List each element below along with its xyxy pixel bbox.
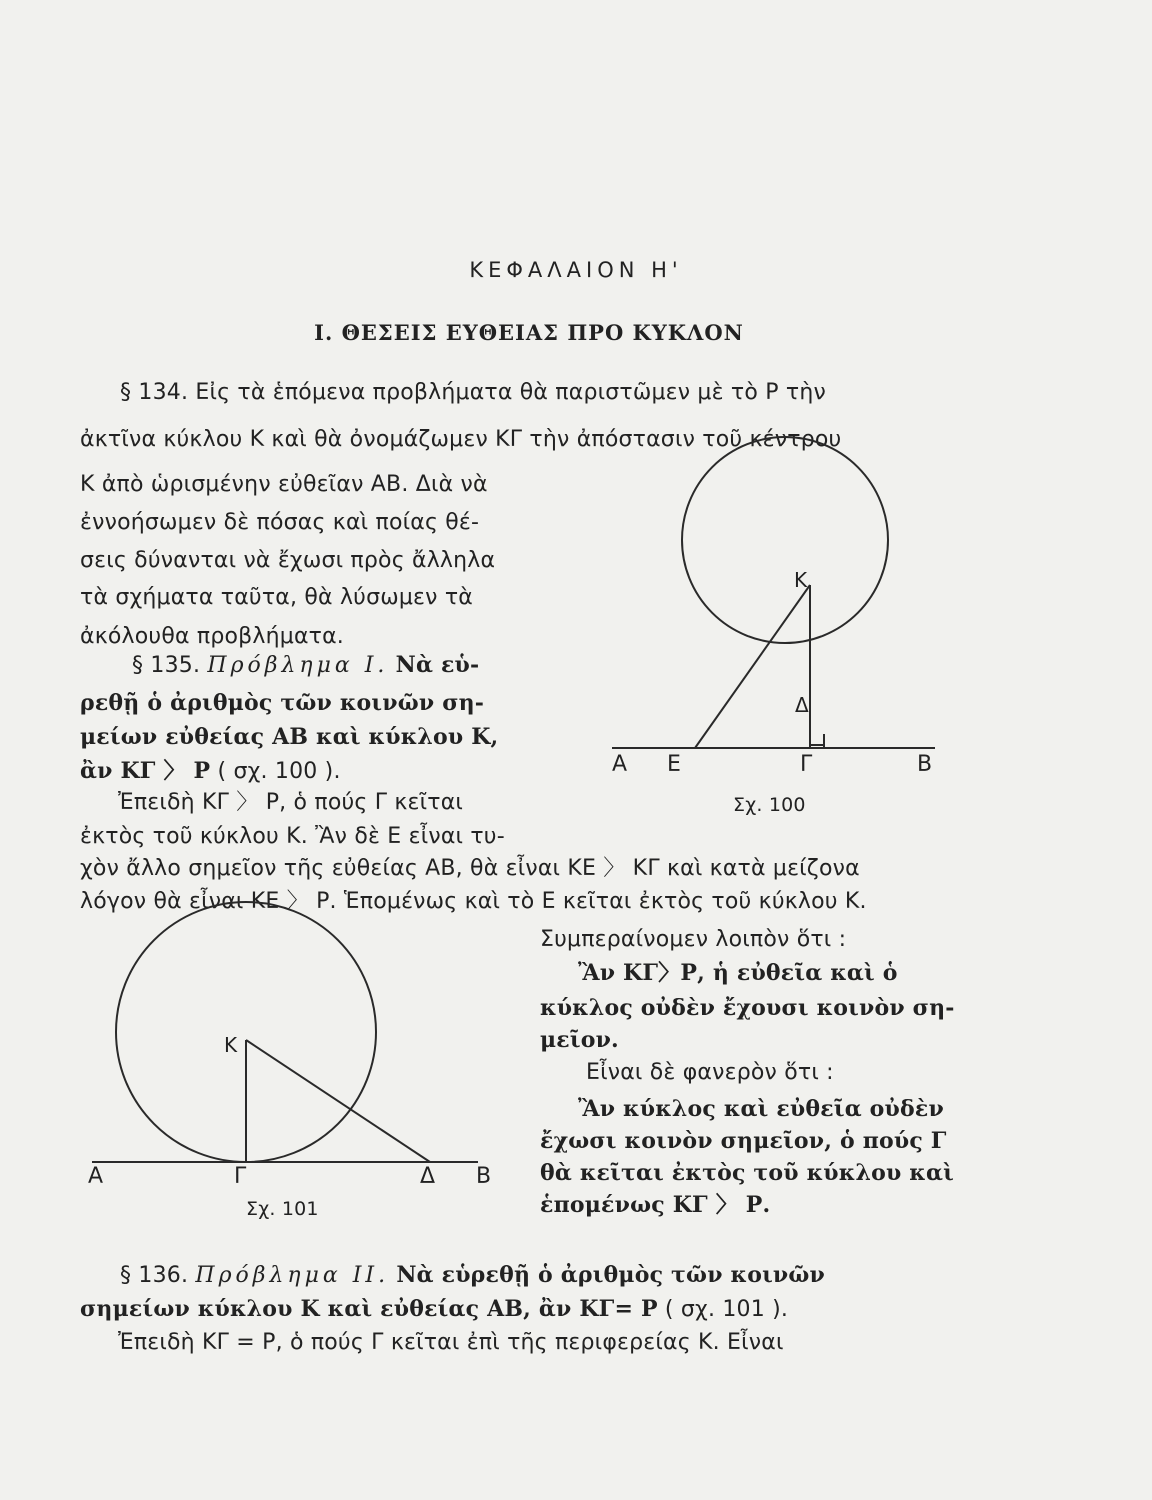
conclusion1-line-1: Ἂν ΚΓ〉Ρ, ἡ εὐθεῖα καὶ ὁ xyxy=(578,960,898,986)
p134-line-7: ἀκόλουθα προβλήματα. xyxy=(80,624,345,649)
p135-line-3: μείων εὐθείας ΑΒ καὶ κύκλου Κ, xyxy=(80,724,499,750)
proof135-line-2: ἐκτὸς τοῦ κύκλου Κ. Ἂν δὲ Ε εἶναι τυ- xyxy=(80,824,505,849)
fig100-caption: Σχ. 100 xyxy=(733,794,806,816)
proof135-line-1: Ἐπειδὴ ΚΓ 〉 Ρ, ὁ πούς Γ κεῖται xyxy=(118,790,464,815)
fig101-segment-kd xyxy=(246,1040,430,1162)
conclusion1-line-3: μεῖον. xyxy=(540,1027,619,1053)
conclusion2-line-2: ἔχωσι κοινὸν σημεῖον, ὁ πούς Γ xyxy=(540,1128,947,1154)
also-clear-line: Εἶναι δὲ φανερὸν ὅτι : xyxy=(586,1060,834,1085)
p135-line-2: ρεθῇ ὁ ἀριθμὸς τῶν κοινῶν ση- xyxy=(80,690,485,716)
fig101-label-a: Α xyxy=(88,1164,104,1189)
fig100-label-a: Α xyxy=(612,752,628,777)
p136-problem-label: Πρόβλημα ΙΙ. xyxy=(195,1263,390,1288)
chapter-title: ΚΕΦΑΛΑΙΟΝ Η' xyxy=(469,258,683,282)
p136-line-2-bold: σημείων κύκλου Κ καὶ εὐθείας ΑΒ, ἂν ΚΓ= Ρ xyxy=(80,1296,658,1322)
fig101-label-g: Γ xyxy=(234,1164,247,1189)
proof135-line-3: χὸν ἄλλο σημεῖον τῆς εὐθείας ΑΒ, θὰ εἶναι ΚΕ 〉 ΚΓ καὶ κατὰ μείζονα xyxy=(80,856,860,881)
fig100-label-b: Β xyxy=(917,752,933,777)
p135-problem-label: Πρόβλημα Ι. xyxy=(207,653,389,678)
conclusion2-line-4: ἑπομένως ΚΓ 〉 Ρ. xyxy=(540,1192,771,1218)
p134-line-4: ἐννοήσωμεν δὲ πόσας καὶ ποίας θέ- xyxy=(80,510,480,535)
p135-figure-ref: ( σχ. 100 ). xyxy=(217,759,341,784)
proof135-line-4: λόγον θὰ εἶναι ΚΕ 〉 Ρ. Ἑπομένως καὶ τὸ Ε κεῖται ἐκτὸς τοῦ κύκλου Κ. xyxy=(80,889,867,914)
conclusion1-line-2: κύκλος οὐδὲν ἔχουσι κοινὸν ση- xyxy=(540,995,955,1021)
fig101-label-d: Δ xyxy=(420,1164,436,1189)
section-title: Ι. ΘΕΣΕΙΣ ΕΥΘΕΙΑΣ ΠΡΟ ΚΥΚΛΟΝ xyxy=(314,320,744,345)
fig101-caption: Σχ. 101 xyxy=(246,1198,319,1220)
proof135-line-5: Συμπεραίνομεν λοιπὸν ὅτι : xyxy=(540,927,847,952)
fig100-label-g: Γ xyxy=(800,752,813,777)
p134-line-3: Κ ἀπὸ ὡρισμένην εὐθεῖαν ΑΒ. Διὰ νὰ xyxy=(80,472,488,497)
p135-condition: ἂν ΚΓ 〉 Ρ xyxy=(80,758,211,784)
p135-number: § 135. xyxy=(132,653,201,678)
p135-line-1-rest: Νὰ εὑ- xyxy=(395,652,480,678)
p134-line-5: σεις δύνανται νὰ ἔχωσι πρὸς ἄλληλα xyxy=(80,548,496,573)
fig101-label-b: Β xyxy=(476,1164,492,1189)
fig100-label-k: Κ xyxy=(794,568,808,592)
fig101-label-k: Κ xyxy=(224,1033,238,1057)
fig100-label-e: Ε xyxy=(667,752,682,777)
conclusion2-line-1: Ἂν κύκλος καὶ εὐθεῖα οὐδὲν xyxy=(578,1096,944,1122)
p134-line-1: § 134. Εἰς τὰ ἑπόμενα προβλήματα θὰ παριστῶμεν μὲ τὸ Ρ τὴν xyxy=(120,380,826,405)
p136-figure-ref: ( σχ. 101 ). xyxy=(664,1297,789,1322)
conclusion2-line-3: θὰ κεῖται ἐκτὸς τοῦ κύκλου καὶ xyxy=(540,1160,954,1186)
fig100-label-d: Δ xyxy=(795,693,809,717)
p134-line-6: τὰ σχήματα ταῦτα, θὰ λύσωμεν τὰ xyxy=(80,585,473,610)
p136-number: § 136. xyxy=(120,1263,189,1288)
p134-line-2: ἀκτῖνα κύκλου Κ καὶ θὰ ὀνομάζωμεν ΚΓ τὴν ἀπόστασιν τοῦ κέντρου xyxy=(80,427,842,452)
p136-line-1-rest: Νὰ εὑρεθῇ ὁ ἀριθμὸς τῶν κοινῶν xyxy=(396,1262,826,1288)
proof136-line: Ἐπειδὴ ΚΓ = Ρ, ὁ πούς Γ κεῖται ἐπὶ τῆς περιφερείας Κ. Εἶναι xyxy=(118,1330,784,1355)
